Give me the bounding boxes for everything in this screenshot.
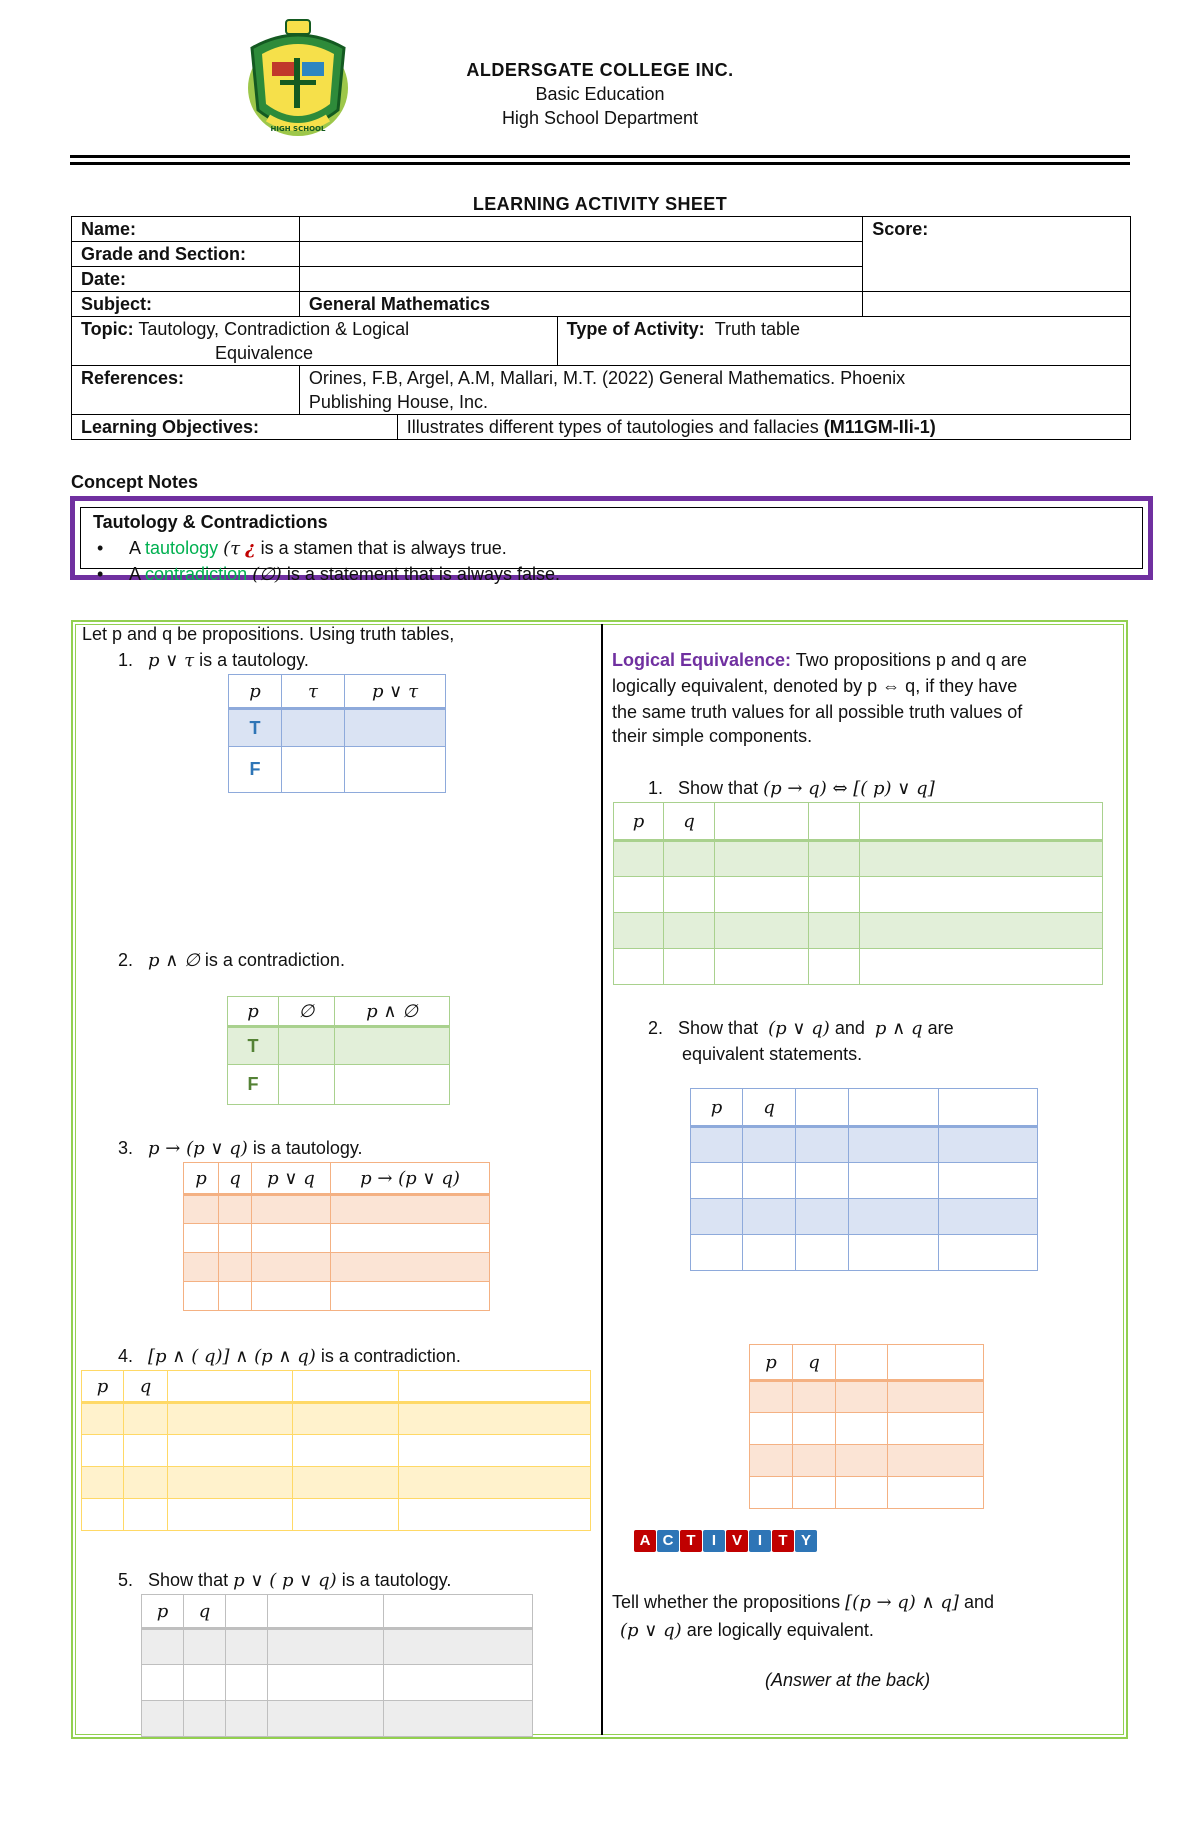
table-cell[interactable] [691, 1163, 743, 1199]
table-cell[interactable] [809, 877, 860, 913]
school-department: High School Department [501, 108, 699, 128]
item-2-expression: p ∧ ∅ [148, 950, 200, 971]
activity-letter: C [657, 1530, 679, 1552]
table-cell[interactable] [614, 841, 664, 877]
table-cell[interactable] [750, 1413, 793, 1445]
item-2-number: 2. [118, 950, 134, 970]
table-header: p [184, 1163, 219, 1195]
table-cell[interactable] [82, 1467, 124, 1499]
item-5-text: is a tautology. [341, 1570, 452, 1590]
q2-pre: Show that [678, 1018, 759, 1038]
item-3 [118, 1136, 363, 1161]
item-4 [118, 1344, 461, 1369]
question-2-line-2: equivalent statements. [682, 1044, 863, 1064]
table-header-blank [939, 1089, 1038, 1127]
contradiction-definition [97, 564, 560, 585]
item-3-number: 3. [118, 1138, 134, 1158]
table-cell[interactable] [849, 1163, 939, 1199]
table-header: p [228, 997, 279, 1027]
table-cell[interactable] [142, 1701, 184, 1737]
table-header-blank [715, 803, 809, 841]
table-header-blank [168, 1371, 293, 1403]
logical-equivalence-line-1 [612, 648, 1027, 672]
truth-table-5 [141, 1594, 533, 1737]
table-header: p [691, 1089, 743, 1127]
q1-expression: (p → q) ⇔ [( p) ∨ q] [763, 778, 935, 799]
table-cell-value: F [229, 747, 282, 793]
table-cell[interactable] [750, 1381, 793, 1413]
activity-task-line-1 [612, 1590, 994, 1615]
table-cell[interactable] [293, 1499, 399, 1531]
table-header: p → (p ∨ q) [331, 1163, 490, 1195]
q2-and: and [834, 1018, 865, 1038]
table-cell-value: T [229, 709, 282, 747]
header-rule-2 [70, 162, 1130, 165]
table-cell[interactable] [184, 1701, 226, 1737]
subject-label: Subject: [72, 292, 300, 317]
table-header-blank [809, 803, 860, 841]
table-cell[interactable] [124, 1435, 168, 1467]
q2-expression-2: p ∧ q [874, 1018, 923, 1039]
table-cell[interactable] [184, 1665, 226, 1701]
table-cell[interactable] [226, 1665, 268, 1701]
table-cell[interactable] [384, 1629, 533, 1665]
table-cell[interactable] [184, 1253, 219, 1282]
table-header: q [793, 1345, 836, 1381]
activity-cell [557, 317, 1130, 366]
table-cell[interactable] [252, 1253, 331, 1282]
name-field[interactable] [299, 217, 862, 242]
concept-notes-heading: Concept Notes [71, 472, 199, 492]
concept-box-inner [80, 507, 1143, 585]
item-5 [118, 1568, 451, 1593]
table-cell[interactable] [691, 1127, 743, 1163]
references-value-2: Publishing House, Inc. [308, 392, 488, 412]
task-and: and [963, 1592, 995, 1612]
school-header [380, 58, 820, 130]
q2-post: are [927, 1018, 954, 1038]
table-cell[interactable] [939, 1163, 1038, 1199]
table-cell[interactable] [293, 1467, 399, 1499]
table-header-blank [384, 1595, 533, 1629]
table-cell[interactable] [82, 1499, 124, 1531]
item-4-number: 4. [118, 1346, 134, 1366]
table-header-blank [836, 1345, 888, 1381]
bullet2-pre: A [129, 564, 141, 584]
table-header: p ∧ ∅ [335, 997, 450, 1027]
table-cell[interactable] [345, 747, 446, 793]
concept-box-title: Tautology & Contradictions [93, 512, 328, 532]
topic-value: Tautology, Contradiction & Logical [138, 319, 410, 339]
table-cell[interactable] [614, 949, 664, 985]
truth-table-q2 [690, 1088, 1038, 1271]
header-rule [70, 155, 1130, 158]
item-1-number: 1. [118, 650, 134, 670]
table-cell[interactable] [849, 1127, 939, 1163]
table-cell[interactable] [888, 1445, 984, 1477]
question-1 [648, 776, 935, 801]
table-cell[interactable] [279, 1065, 335, 1105]
truth-table-1 [228, 674, 446, 793]
table-header: ∅ [279, 997, 335, 1027]
objectives-cell [397, 415, 1130, 440]
table-cell[interactable] [268, 1665, 384, 1701]
grade-field[interactable] [299, 242, 862, 267]
table-cell[interactable] [796, 1235, 849, 1271]
tautology-description: is a stamen that is always true. [260, 538, 507, 558]
q1-pre: Show that [678, 778, 759, 798]
table-cell[interactable] [664, 913, 715, 949]
table-cell[interactable] [252, 1224, 331, 1253]
table-cell[interactable] [664, 841, 715, 877]
item-1-text: is a tautology. [199, 650, 309, 670]
table-header: q [743, 1089, 796, 1127]
table-cell[interactable] [614, 913, 664, 949]
table-cell[interactable] [219, 1253, 252, 1282]
task-expression-2: (p ∨ q) [620, 1620, 682, 1641]
activity-letter: A [634, 1530, 656, 1552]
table-cell[interactable] [384, 1701, 533, 1737]
table-cell[interactable] [809, 841, 860, 877]
table-cell[interactable] [219, 1282, 252, 1311]
table-cell[interactable] [743, 1163, 796, 1199]
table-cell[interactable] [331, 1224, 490, 1253]
bullet-mark: • [97, 564, 104, 584]
table-cell[interactable] [384, 1665, 533, 1701]
table-cell[interactable] [335, 1065, 450, 1105]
table-header: p ∨ q [252, 1163, 331, 1195]
score-blank [863, 292, 1131, 317]
answer-note: (Answer at the back) [765, 1670, 931, 1690]
table-cell[interactable] [715, 841, 809, 877]
activity-label: Type of Activity: [566, 319, 705, 339]
tautology-term: tautology [145, 538, 219, 558]
table-header: q [124, 1371, 168, 1403]
table-cell[interactable] [124, 1403, 168, 1435]
table-header-blank [399, 1371, 591, 1403]
school-division: Basic Education [535, 84, 665, 104]
table-header: q [219, 1163, 252, 1195]
table-cell[interactable] [849, 1235, 939, 1271]
activity-letter: T [680, 1530, 702, 1552]
bullet1-pre: A [129, 538, 141, 558]
table-cell[interactable] [750, 1477, 793, 1509]
table-cell[interactable] [399, 1499, 591, 1531]
item-2 [118, 948, 345, 973]
table-cell[interactable] [268, 1629, 384, 1665]
references-cell [299, 366, 1130, 415]
table-cell[interactable] [809, 913, 860, 949]
table-header: p [750, 1345, 793, 1381]
table-header: p [614, 803, 664, 841]
table-cell[interactable] [168, 1499, 293, 1531]
topic-cell [72, 317, 558, 366]
table-cell[interactable] [82, 1403, 124, 1435]
table-cell[interactable] [219, 1224, 252, 1253]
score-field[interactable] [863, 217, 1131, 292]
table-cell[interactable] [219, 1195, 252, 1224]
table-cell[interactable] [860, 913, 1103, 949]
table-cell[interactable] [331, 1282, 490, 1311]
table-cell[interactable] [691, 1235, 743, 1271]
activity-letter: T [772, 1530, 794, 1552]
table-cell[interactable] [796, 1127, 849, 1163]
item-5-number: 5. [118, 1570, 134, 1590]
item-3-expression: p → (p ∨ q) [148, 1138, 248, 1159]
table-header: p ∨ τ [345, 675, 446, 709]
table-header: q [184, 1595, 226, 1629]
activity-badge [634, 1530, 818, 1552]
score-label: Score: [872, 219, 929, 239]
task-expression-1: [(p → q) ∧ q] [845, 1592, 959, 1613]
truth-table-3 [183, 1162, 490, 1311]
objectives-code: (M11GM-Ili-1) [823, 417, 936, 437]
sheet-title: LEARNING ACTIVITY SHEET [472, 194, 728, 214]
intro-text: Let p and q be propositions. Using truth tables, [82, 624, 455, 644]
table-cell[interactable] [226, 1701, 268, 1737]
table-cell[interactable] [399, 1467, 591, 1499]
name-label: Name: [72, 217, 300, 242]
activity-letter: Y [795, 1530, 817, 1552]
table-cell[interactable] [331, 1253, 490, 1282]
table-cell[interactable] [793, 1477, 836, 1509]
activity-letter: I [749, 1530, 771, 1552]
table-cell[interactable] [691, 1199, 743, 1235]
table-cell[interactable] [279, 1027, 335, 1065]
school-seal-logo [244, 18, 352, 146]
table-cell[interactable] [142, 1665, 184, 1701]
contradiction-symbol: (∅) [252, 564, 282, 585]
tautology-odd-glyph: ¿ [245, 538, 256, 559]
table-cell[interactable] [715, 949, 809, 985]
student-info-table [71, 216, 1131, 440]
truth-table-2 [227, 996, 450, 1105]
date-label: Date: [72, 267, 300, 292]
table-cell[interactable] [860, 949, 1103, 985]
table-cell[interactable] [849, 1199, 939, 1235]
table-cell[interactable] [184, 1629, 226, 1665]
table-header-blank [796, 1089, 849, 1127]
table-cell[interactable] [293, 1435, 399, 1467]
bullet-mark: • [97, 538, 104, 558]
item-2-text: is a contradiction. [204, 950, 345, 970]
table-header-blank [293, 1371, 399, 1403]
table-cell[interactable] [796, 1199, 849, 1235]
q2-expression-1: (p ∨ q) [768, 1018, 830, 1039]
table-cell[interactable] [335, 1027, 450, 1065]
table-cell[interactable] [399, 1435, 591, 1467]
table-cell[interactable] [888, 1413, 984, 1445]
table-cell[interactable] [793, 1381, 836, 1413]
table-cell[interactable] [939, 1199, 1038, 1235]
table-cell[interactable] [939, 1235, 1038, 1271]
table-header-blank [888, 1345, 984, 1381]
table-cell[interactable] [743, 1127, 796, 1163]
topic-label: Topic: [81, 319, 134, 339]
table-cell[interactable] [888, 1477, 984, 1509]
contradiction-description: is a statement that is always false. [286, 564, 560, 584]
table-cell[interactable] [124, 1467, 168, 1499]
item-5-pre: Show that [148, 1570, 229, 1590]
table-cell[interactable] [715, 877, 809, 913]
item-3-text: is a tautology. [252, 1138, 363, 1158]
task-post: are logically equivalent. [686, 1620, 874, 1640]
table-header-blank [860, 803, 1103, 841]
table-cell-value: F [228, 1065, 279, 1105]
table-cell[interactable] [939, 1127, 1038, 1163]
item-1-expression: p ∨ τ [148, 650, 195, 671]
tautology-symbol: (τ [223, 538, 241, 559]
table-header-blank [849, 1089, 939, 1127]
table-header: p [142, 1595, 184, 1629]
q1-number: 1. [648, 778, 664, 798]
table-cell[interactable] [836, 1413, 888, 1445]
references-label: References: [72, 366, 300, 415]
table-header: τ [282, 675, 345, 709]
table-cell[interactable] [836, 1477, 888, 1509]
references-value: Orines, F.B, Argel, A.M, Mallari, M.T. (2022) General Mathematics. Phoenix [308, 368, 906, 388]
table-cell[interactable] [124, 1499, 168, 1531]
truth-table-q3 [749, 1344, 984, 1509]
table-cell[interactable] [793, 1445, 836, 1477]
table-header: q [664, 803, 715, 841]
objectives-label: Learning Objectives: [72, 415, 398, 440]
table-cell[interactable] [836, 1445, 888, 1477]
table-cell[interactable] [399, 1403, 591, 1435]
table-cell[interactable] [888, 1381, 984, 1413]
task-pre: Tell whether the propositions [612, 1592, 841, 1612]
table-cell[interactable] [252, 1195, 331, 1224]
logical-equivalence-line-3: the same truth values for all possible truth values of [612, 702, 1023, 722]
item-1 [118, 648, 309, 673]
table-cell[interactable] [796, 1163, 849, 1199]
school-name: ALDERSGATE COLLEGE INC. [466, 60, 734, 80]
table-cell[interactable] [345, 709, 446, 747]
truth-table-4 [81, 1370, 591, 1531]
table-cell[interactable] [168, 1435, 293, 1467]
table-cell[interactable] [750, 1445, 793, 1477]
grade-label: Grade and Section: [72, 242, 300, 267]
table-cell[interactable] [142, 1629, 184, 1665]
truth-table-q1 [613, 802, 1103, 985]
subject-value: General Mathematics [299, 292, 862, 317]
date-field[interactable] [299, 267, 862, 292]
table-header: p [229, 675, 282, 709]
logical-equivalence-title: Logical Equivalence: [612, 650, 792, 670]
seal-caption: HIGH SCHOOL [270, 125, 326, 133]
item-5-expression: p ∨ ( p ∨ q) [233, 1570, 337, 1591]
item-4-text: is a contradiction. [320, 1346, 461, 1366]
table-cell[interactable] [168, 1467, 293, 1499]
table-cell[interactable] [331, 1195, 490, 1224]
table-cell[interactable] [614, 877, 664, 913]
contradiction-term: contradiction [145, 564, 248, 584]
table-header-blank [268, 1595, 384, 1629]
activity-letter: I [703, 1530, 725, 1552]
activity-task-line-2 [620, 1618, 874, 1643]
item-4-expression: [p ∧ ( q)] ∧ (p ∧ q) [148, 1346, 316, 1367]
table-cell[interactable] [268, 1701, 384, 1737]
logical-equivalence-line-4: their simple components. [612, 726, 813, 746]
table-cell[interactable] [743, 1199, 796, 1235]
table-cell[interactable] [184, 1282, 219, 1311]
table-cell[interactable] [664, 877, 715, 913]
table-cell[interactable] [860, 877, 1103, 913]
column-divider [601, 624, 603, 1735]
le-text-1: Two propositions p and q are [795, 650, 1027, 670]
table-cell[interactable] [809, 949, 860, 985]
q2-number: 2. [648, 1018, 664, 1038]
table-cell[interactable] [664, 949, 715, 985]
table-cell[interactable] [715, 913, 809, 949]
table-cell[interactable] [184, 1224, 219, 1253]
activity-value: Truth table [714, 319, 801, 339]
table-header-blank [226, 1595, 268, 1629]
objectives-value: Illustrates different types of tautologies and fallacies [406, 417, 819, 437]
question-2 [648, 1016, 954, 1041]
tautology-definition [97, 538, 507, 559]
table-cell[interactable] [793, 1413, 836, 1445]
logical-equivalence-line-2: logically equivalent, denoted by p ⇔ q, if they have [612, 676, 1018, 696]
table-cell[interactable] [168, 1403, 293, 1435]
table-cell[interactable] [860, 841, 1103, 877]
activity-letter: V [726, 1530, 748, 1552]
table-header: p [82, 1371, 124, 1403]
topic-value-2: Equivalence [215, 343, 314, 363]
table-cell[interactable] [836, 1381, 888, 1413]
table-cell[interactable] [184, 1195, 219, 1224]
table-cell[interactable] [82, 1435, 124, 1467]
table-cell[interactable] [743, 1235, 796, 1271]
table-cell[interactable] [282, 747, 345, 793]
concept-box [70, 496, 1153, 585]
table-cell[interactable] [252, 1282, 331, 1311]
table-cell[interactable] [293, 1403, 399, 1435]
table-cell[interactable] [226, 1629, 268, 1665]
table-cell-value: T [228, 1027, 279, 1065]
table-cell[interactable] [282, 709, 345, 747]
